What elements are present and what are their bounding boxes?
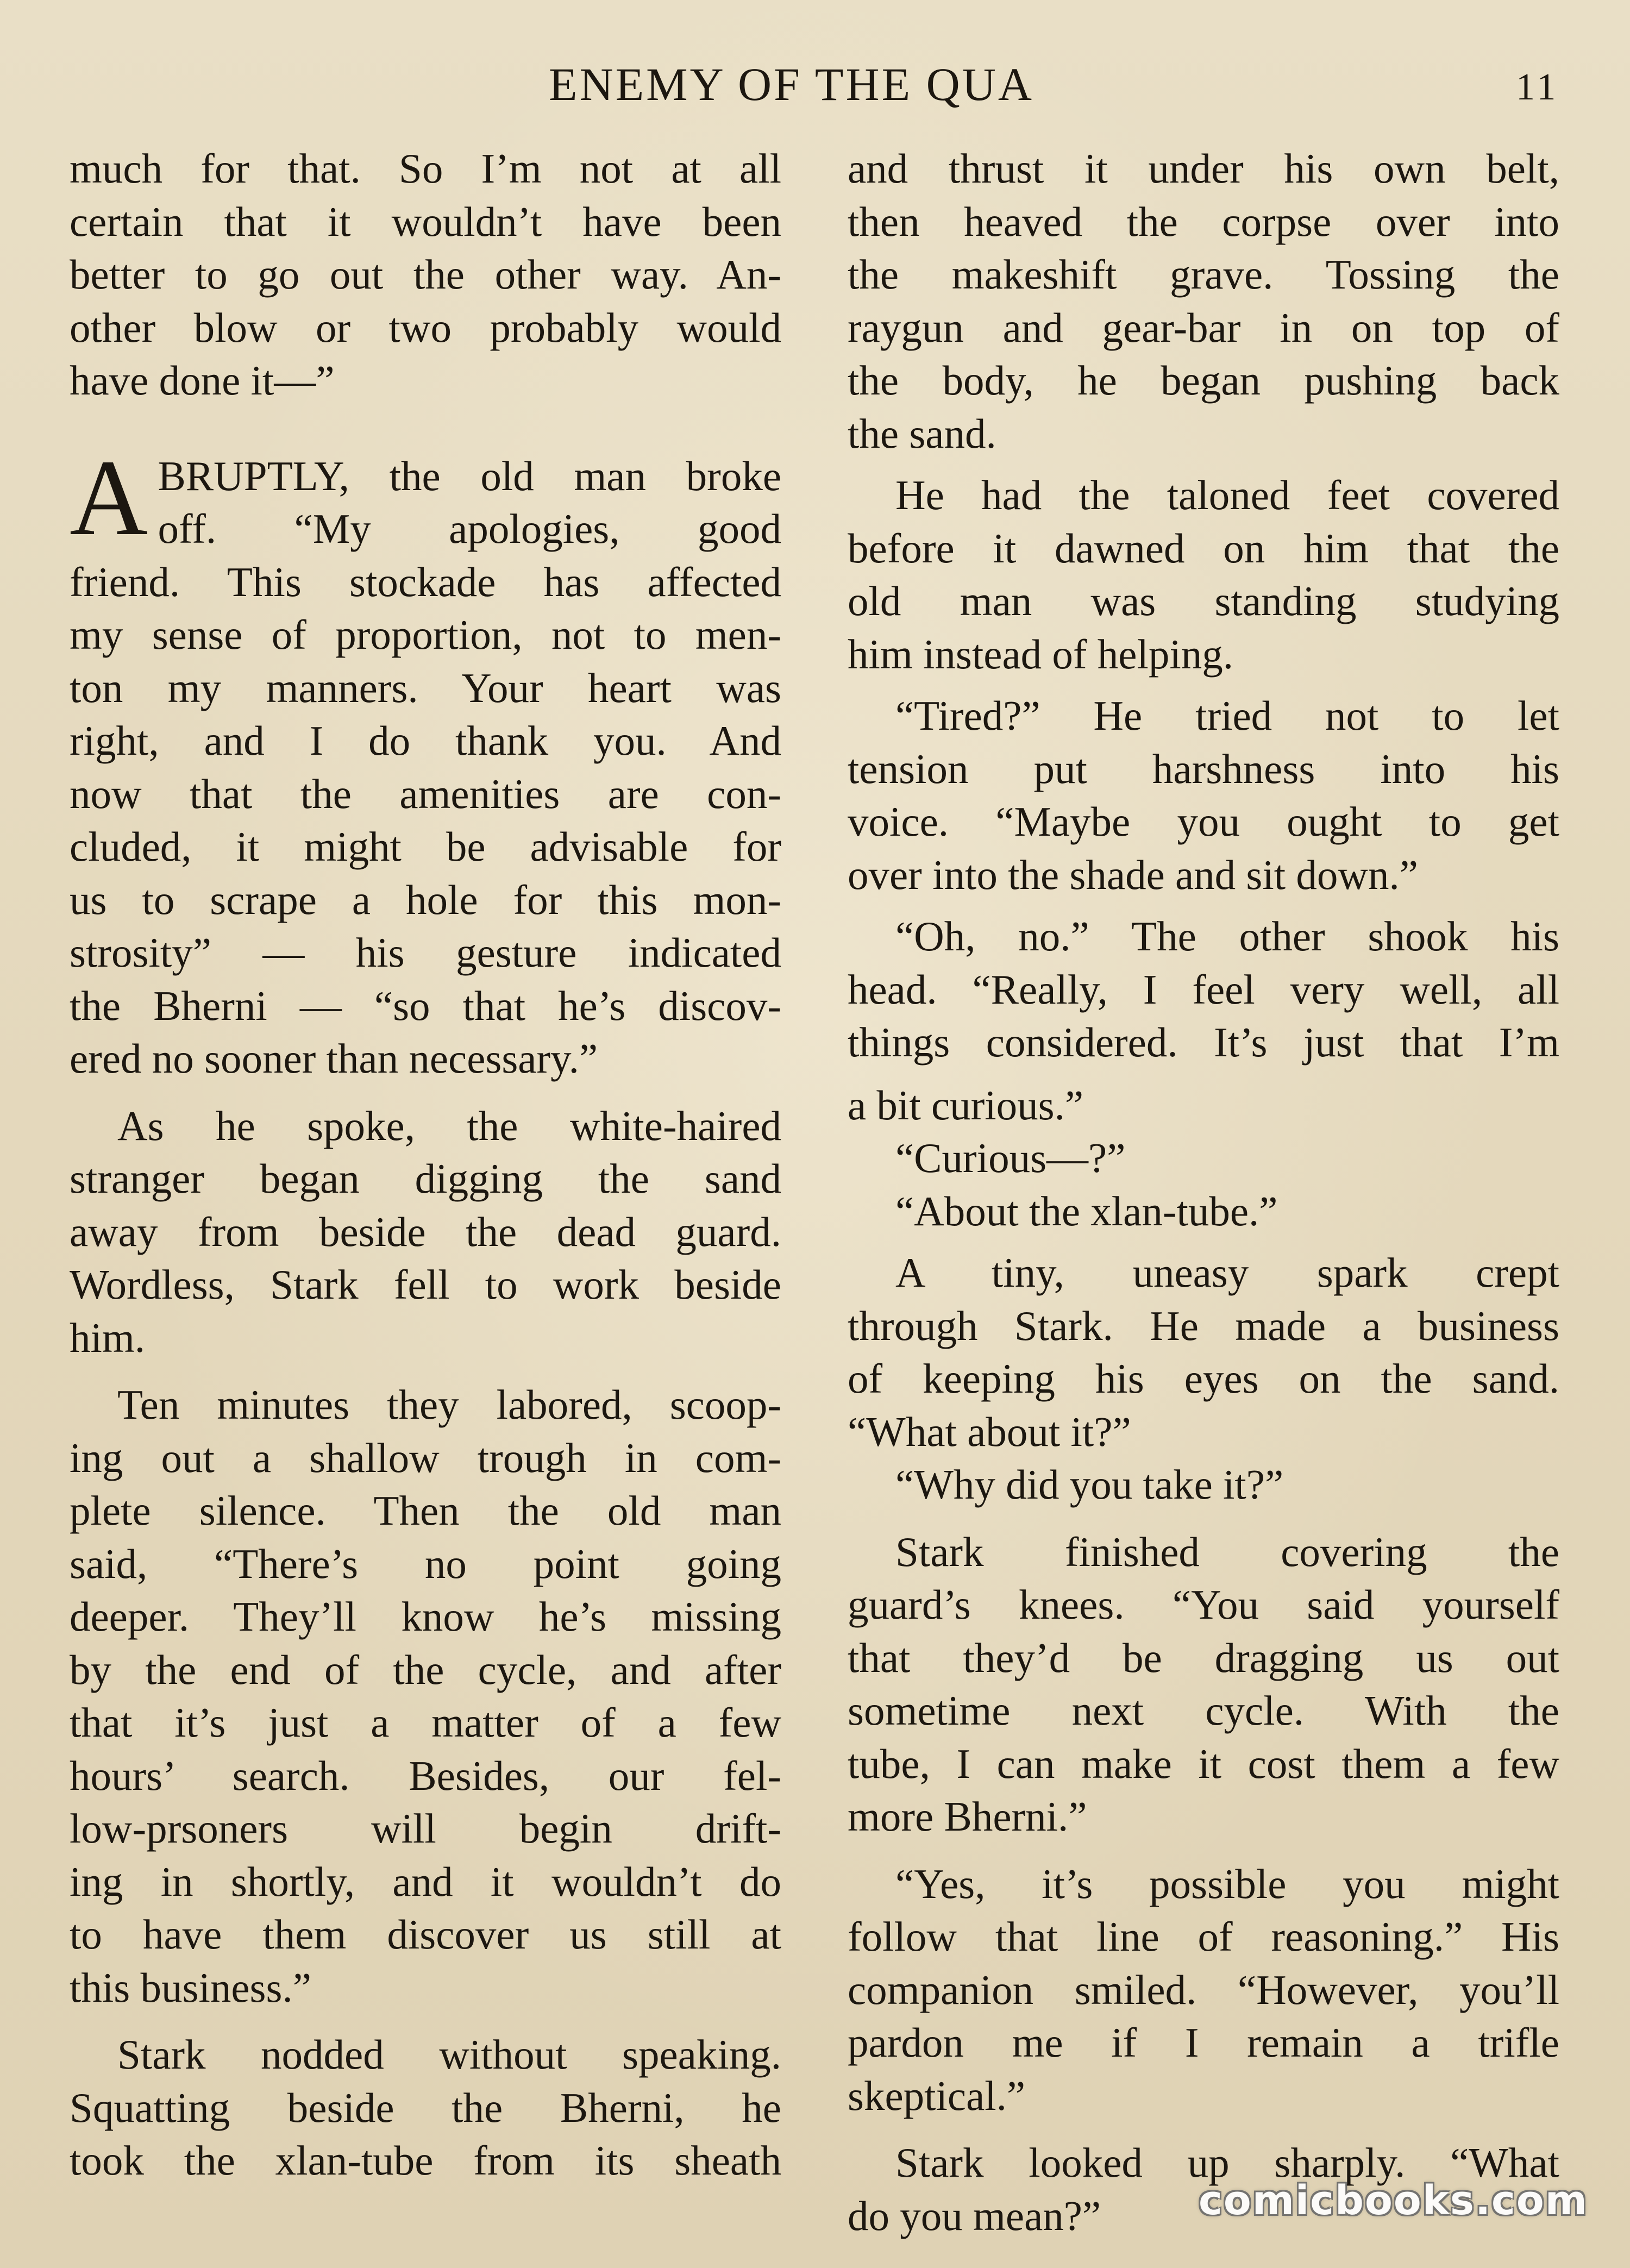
text-line: Stark looked up sharply. “What xyxy=(895,2139,1559,2186)
text-line: away from beside the dead guard. xyxy=(70,1208,781,1255)
paragraph xyxy=(848,1458,1559,1512)
text-line: us to scrape a hole for this mon- xyxy=(70,876,781,923)
text-line: of keeping his eyes on the sand. xyxy=(848,1355,1559,1402)
watermark-logo: comicbooks.com xyxy=(1199,2177,1588,2224)
text-line: “Curious—?” xyxy=(895,1135,1126,1181)
paragraph xyxy=(848,1185,1559,1238)
text-line: a bit curious.” xyxy=(848,1081,1084,1129)
running-title: ENEMY OF THE QUA xyxy=(549,58,1034,110)
text-line: strosity” — his gesture indicated xyxy=(70,929,781,976)
paragraph xyxy=(70,142,781,408)
text-line: BRUPTLY, the old man broke xyxy=(158,452,781,499)
text-line: by the end of the cycle, and after xyxy=(70,1646,781,1693)
text-line: companion smiled. “However, you’ll xyxy=(848,1966,1559,2013)
text-line: certain that it wouldn’t have been xyxy=(70,198,781,245)
text-line: “Oh, no.” The other shook his xyxy=(895,913,1559,960)
text-line: tube, I can make it cost them a few xyxy=(848,1740,1559,1787)
drop-cap: A xyxy=(70,437,148,558)
text-line: this business.” xyxy=(70,1964,311,2011)
paragraph xyxy=(848,910,1559,1132)
text-line: and thrust it under his own belt, xyxy=(848,145,1559,192)
text-line: pardon me if I remain a trifle xyxy=(848,2019,1559,2066)
text-line: before it dawned on him that the xyxy=(848,524,1559,572)
left-column xyxy=(70,142,781,2188)
text-line: He had the taloned feet covered xyxy=(895,472,1559,518)
text-line: took the xlan-tube from its sheath xyxy=(70,2137,781,2184)
text-line: Stark finished covering the xyxy=(895,1528,1559,1575)
text-line: have done it—” xyxy=(70,357,335,404)
text-line: stranger began digging the sand xyxy=(70,1155,781,1202)
text-line: plete silence. Then the old man xyxy=(70,1487,781,1534)
text-line: much for that. So I’m not at all xyxy=(70,145,781,192)
paragraph xyxy=(848,1526,1559,1844)
text-line: ing in shortly, and it wouldn’t do xyxy=(70,1858,781,1905)
text-line: the makeshift grave. Tossing the xyxy=(848,251,1559,298)
text-line: off. “My apologies, good xyxy=(158,505,781,552)
text-line: skeptical.” xyxy=(848,2072,1026,2119)
text-line: As he spoke, the white-haired xyxy=(117,1102,781,1149)
text-line: A tiny, uneasy spark crept xyxy=(895,1249,1559,1296)
text-line: follow that line of reasoning.” His xyxy=(848,1913,1559,1960)
text-line: now that the amenities are con- xyxy=(70,770,781,817)
text-line: my sense of proportion, not to men- xyxy=(70,611,781,658)
dropcap-paragraph xyxy=(70,437,781,1086)
text-line: other blow or two probably would xyxy=(70,304,781,351)
text-line: Wordless, Stark fell to work beside xyxy=(70,1261,781,1308)
text-line: things considered. It’s just that I’m xyxy=(848,1019,1559,1066)
text-line: Squatting beside the Bherni, he xyxy=(70,2084,781,2131)
text-line: sometime next cycle. With the xyxy=(848,1687,1559,1734)
text-line: the body, he began pushing back xyxy=(848,357,1559,404)
text-line: “What about it?” xyxy=(848,1408,1131,1455)
text-line: over into the shade and sit down.” xyxy=(848,851,1418,898)
text-line: cluded, it might be advisable for xyxy=(70,823,781,870)
right-column xyxy=(848,142,1559,2242)
text-line: ton my manners. Your heart was xyxy=(70,664,781,711)
text-line: that it’s just a matter of a few xyxy=(70,1699,781,1746)
paragraph xyxy=(848,690,1559,901)
text-line: “About the xlan-tube.” xyxy=(895,1187,1278,1235)
text-line: raygun and gear-bar in on top of xyxy=(848,304,1559,351)
text-line: hours’ search. Besides, our fel- xyxy=(70,1752,781,1799)
text-line: him instead of helping. xyxy=(848,630,1233,678)
text-line: that they’d be dragging us out xyxy=(848,1634,1559,1681)
paragraph xyxy=(848,1132,1559,1185)
text-line: Ten minutes they labored, scoop- xyxy=(117,1381,781,1428)
text-line: the Bherni — “so that he’s discov- xyxy=(70,982,781,1029)
text-line: do you mean?” xyxy=(848,2192,1101,2239)
text-line: “Yes, it’s possible you might xyxy=(895,1860,1559,1907)
text-line: deeper. They’ll know he’s missing xyxy=(70,1593,781,1640)
text-line: voice. “Maybe you ought to get xyxy=(848,798,1559,845)
text-line: ered no sooner than necessary.” xyxy=(70,1035,598,1082)
text-line: better to go out the other way. An- xyxy=(70,251,781,298)
text-line: ing out a shallow trough in com- xyxy=(70,1434,781,1481)
running-header xyxy=(0,54,1630,114)
text-line: more Bherni.” xyxy=(848,1793,1087,1840)
paragraph xyxy=(848,142,1559,460)
paragraph xyxy=(70,1100,781,1365)
text-line: said, “There’s no point going xyxy=(70,1540,781,1587)
text-line: head. “Really, I feel very well, all xyxy=(848,966,1559,1013)
paragraph xyxy=(70,437,781,1086)
text-line: to have them discover us still at xyxy=(70,1911,781,1958)
text-line: friend. This stockade has affected xyxy=(70,558,781,605)
paragraph xyxy=(70,2028,781,2188)
text-line: low-prsoners will begin drift- xyxy=(70,1805,781,1852)
text-line: him. xyxy=(70,1314,146,1361)
text-line: then heaved the corpse over into xyxy=(848,198,1559,245)
text-line: right, and I do thank you. And xyxy=(70,717,781,764)
paragraph xyxy=(848,1246,1559,1458)
text-line: “Why did you take it?” xyxy=(895,1461,1284,1508)
paragraph xyxy=(848,1858,1559,2123)
text-line: guard’s knees. “You said yourself xyxy=(848,1581,1559,1628)
page-number: 11 xyxy=(1516,66,1559,108)
text-line: through Stark. He made a business xyxy=(848,1302,1559,1349)
text-line: Stark nodded without speaking. xyxy=(117,2031,781,2078)
text-line: “Tired?” He tried not to let xyxy=(895,692,1559,739)
text-line: tension put harshness into his xyxy=(848,745,1559,792)
text-line: the sand. xyxy=(848,410,996,457)
paragraph xyxy=(848,469,1559,681)
paragraph xyxy=(70,1379,781,2014)
text-line: old man was standing studying xyxy=(848,578,1559,624)
